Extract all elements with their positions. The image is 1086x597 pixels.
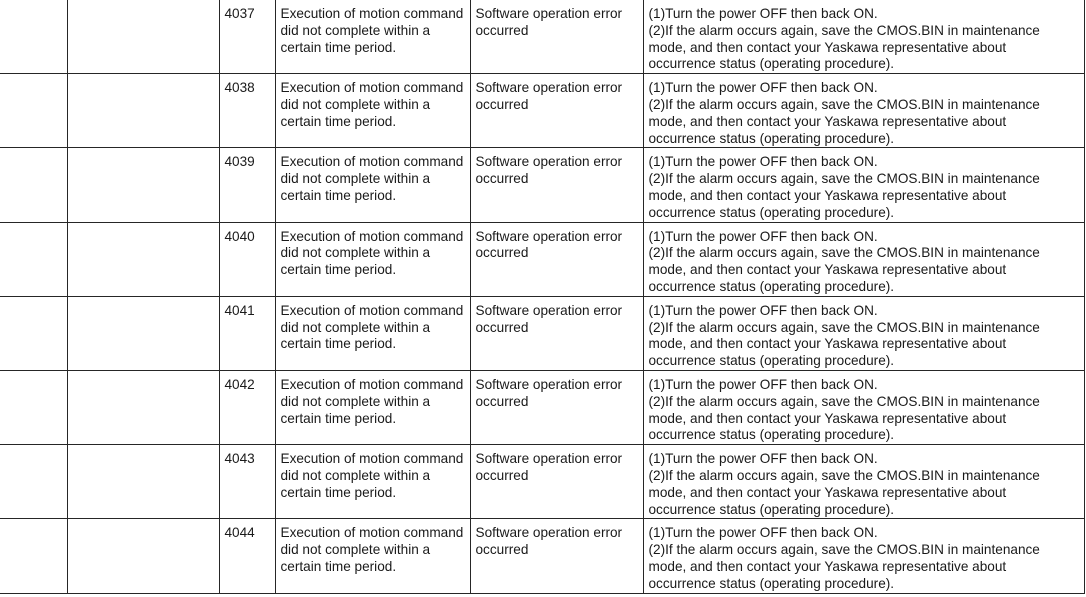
sub-code-line: Software operation error <box>475 302 623 318</box>
alarm-code-cell <box>219 296 275 370</box>
alarm-code: 4040 <box>224 228 255 244</box>
remedy-line: (2)If the alarm occurs again, save the CMOS.BIN in maintenance <box>648 245 1040 261</box>
alarm-message-line: certain time period. <box>280 410 397 426</box>
alarm-code-cell <box>219 74 275 148</box>
alarm-message-cell <box>275 519 470 593</box>
table-row <box>0 0 1084 74</box>
alarm-message-cell <box>275 370 470 444</box>
sub-code-cell <box>470 148 643 222</box>
sub-code-line: Software operation error <box>475 154 623 170</box>
alarm-message-line: did not complete within a <box>280 319 431 335</box>
alarm-message-cell <box>275 74 470 148</box>
remedy-cell <box>643 148 1084 222</box>
sub-code-line: occurred <box>475 22 529 38</box>
alarm-code: 4043 <box>224 451 255 467</box>
sub-code-line: Software operation error <box>475 525 623 541</box>
sub-code-line: occurred <box>475 467 529 483</box>
alarm-message-line: certain time period. <box>280 113 397 129</box>
alarm-message-line: did not complete within a <box>280 245 431 261</box>
sub-code-cell <box>470 74 643 148</box>
blank-cell <box>67 222 219 296</box>
table-row <box>0 74 1084 148</box>
remedy-line: (1)Turn the power OFF then back ON. <box>648 376 878 392</box>
alarm-message-cell <box>275 222 470 296</box>
remedy-line: mode, and then contact your Yaskawa representative about <box>648 39 1007 55</box>
alarm-code-cell <box>219 519 275 593</box>
alarm-message-line: certain time period. <box>280 484 397 500</box>
remedy-line: (2)If the alarm occurs again, save the CMOS.BIN in maintenance <box>648 96 1040 112</box>
sub-code-cell <box>470 370 643 444</box>
remedy-cell <box>643 519 1084 593</box>
table-row <box>0 222 1084 296</box>
remedy-line: occurrence status (operating procedure). <box>648 130 895 146</box>
remedy-cell <box>643 296 1084 370</box>
remedy-line: (2)If the alarm occurs again, save the CMOS.BIN in maintenance <box>648 467 1040 483</box>
remedy-line: occurrence status (operating procedure). <box>648 427 895 443</box>
sub-code-cell <box>470 0 643 74</box>
remedy-cell <box>643 370 1084 444</box>
alarm-code-cell <box>219 222 275 296</box>
blank-cell <box>67 519 219 593</box>
sub-code-line: Software operation error <box>475 6 623 21</box>
alarm-message-line: Execution of motion command <box>280 6 464 21</box>
alarm-message-line: did not complete within a <box>280 467 431 483</box>
remedy-line: (2)If the alarm occurs again, save the CMOS.BIN in maintenance <box>648 22 1040 38</box>
sub-code-line: occurred <box>475 245 529 261</box>
remedy-line: occurrence status (operating procedure). <box>648 204 895 220</box>
blank-cell <box>0 296 67 370</box>
blank-cell <box>0 519 67 593</box>
sub-code-line: Software operation error <box>475 376 623 392</box>
table-row <box>0 148 1084 222</box>
alarm-message-line: Execution of motion command <box>280 80 464 96</box>
alarm-message-line: Execution of motion command <box>280 154 464 170</box>
blank-cell <box>67 296 219 370</box>
alarm-message-cell <box>275 0 470 74</box>
remedy-line: mode, and then contact your Yaskawa representative about <box>648 410 1007 426</box>
remedy-line: mode, and then contact your Yaskawa representative about <box>648 113 1007 129</box>
remedy-line: occurrence status (operating procedure). <box>648 501 895 517</box>
alarm-code: 4044 <box>224 525 255 541</box>
alarm-code: 4039 <box>224 154 255 170</box>
remedy-cell <box>643 445 1084 519</box>
alarm-message-line: Execution of motion command <box>280 525 464 541</box>
alarm-code-cell <box>219 0 275 74</box>
sub-code-cell <box>470 296 643 370</box>
remedy-line: (1)Turn the power OFF then back ON. <box>648 525 878 541</box>
sub-code-cell <box>470 519 643 593</box>
remedy-line: mode, and then contact your Yaskawa representative about <box>648 187 1007 203</box>
remedy-line: mode, and then contact your Yaskawa representative about <box>648 262 1007 278</box>
alarm-message-line: did not complete within a <box>280 393 431 409</box>
remedy-line: (1)Turn the power OFF then back ON. <box>648 6 878 21</box>
alarm-message-line: did not complete within a <box>280 542 431 558</box>
remedy-line: (1)Turn the power OFF then back ON. <box>648 80 878 96</box>
alarm-message-cell <box>275 445 470 519</box>
remedy-line: mode, and then contact your Yaskawa representative about <box>648 484 1007 500</box>
blank-cell <box>67 74 219 148</box>
alarm-message-line: certain time period. <box>280 39 397 55</box>
sub-code-line: occurred <box>475 319 529 335</box>
sub-code-cell <box>470 445 643 519</box>
alarm-code: 4037 <box>224 6 255 21</box>
alarm-message-line: Execution of motion command <box>280 376 464 392</box>
blank-cell <box>0 148 67 222</box>
table-row <box>0 519 1084 593</box>
blank-cell <box>67 0 219 74</box>
alarm-message-cell <box>275 148 470 222</box>
remedy-line: occurrence status (operating procedure). <box>648 278 895 294</box>
table-row <box>0 445 1084 519</box>
blank-cell <box>0 0 67 74</box>
alarm-code-cell <box>219 370 275 444</box>
remedy-line: occurrence status (operating procedure). <box>648 575 895 591</box>
blank-cell <box>67 445 219 519</box>
sub-code-line: occurred <box>475 171 529 187</box>
remedy-line: (1)Turn the power OFF then back ON. <box>648 154 878 170</box>
alarm-message-line: certain time period. <box>280 558 397 574</box>
blank-cell <box>67 370 219 444</box>
table-row <box>0 296 1084 370</box>
alarm-message-line: Execution of motion command <box>280 228 464 244</box>
remedy-line: (2)If the alarm occurs again, save the CMOS.BIN in maintenance <box>648 542 1040 558</box>
remedy-cell <box>643 222 1084 296</box>
sub-code-line: Software operation error <box>475 451 623 467</box>
alarm-message-line: certain time period. <box>280 262 397 278</box>
alarm-message-cell <box>275 296 470 370</box>
remedy-cell <box>643 74 1084 148</box>
blank-cell <box>0 74 67 148</box>
alarm-message-line: Execution of motion command <box>280 451 464 467</box>
sub-code-line: Software operation error <box>475 80 623 96</box>
remedy-line: (2)If the alarm occurs again, save the CMOS.BIN in maintenance <box>648 393 1040 409</box>
alarm-message-line: did not complete within a <box>280 22 431 38</box>
blank-cell <box>0 445 67 519</box>
remedy-line: occurrence status (operating procedure). <box>648 56 895 72</box>
blank-cell <box>67 148 219 222</box>
remedy-line: occurrence status (operating procedure). <box>648 353 895 369</box>
alarm-code: 4041 <box>224 302 255 318</box>
blank-cell <box>0 222 67 296</box>
remedy-line: (1)Turn the power OFF then back ON. <box>648 228 878 244</box>
remedy-line: mode, and then contact your Yaskawa representative about <box>648 336 1007 352</box>
remedy-line: (1)Turn the power OFF then back ON. <box>648 451 878 467</box>
sub-code-line: Software operation error <box>475 228 623 244</box>
alarm-message-line: did not complete within a <box>280 171 431 187</box>
sub-code-line: occurred <box>475 542 529 558</box>
blank-cell <box>0 370 67 444</box>
alarm-code-cell <box>219 445 275 519</box>
alarm-code-cell <box>219 148 275 222</box>
alarm-message-line: Execution of motion command <box>280 302 464 318</box>
remedy-line: (2)If the alarm occurs again, save the CMOS.BIN in maintenance <box>648 171 1040 187</box>
sub-code-line: occurred <box>475 96 529 112</box>
sub-code-cell <box>470 222 643 296</box>
alarm-code: 4042 <box>224 376 255 392</box>
table-row <box>0 370 1084 444</box>
sub-code-line: occurred <box>475 393 529 409</box>
remedy-line: (1)Turn the power OFF then back ON. <box>648 302 878 318</box>
alarm-message-line: certain time period. <box>280 187 397 203</box>
alarm-message-line: certain time period. <box>280 336 397 352</box>
alarm-code: 4038 <box>224 80 255 96</box>
remedy-cell <box>643 0 1084 74</box>
remedy-line: mode, and then contact your Yaskawa representative about <box>648 558 1007 574</box>
remedy-line: (2)If the alarm occurs again, save the CMOS.BIN in maintenance <box>648 319 1040 335</box>
alarm-message-line: did not complete within a <box>280 96 431 112</box>
